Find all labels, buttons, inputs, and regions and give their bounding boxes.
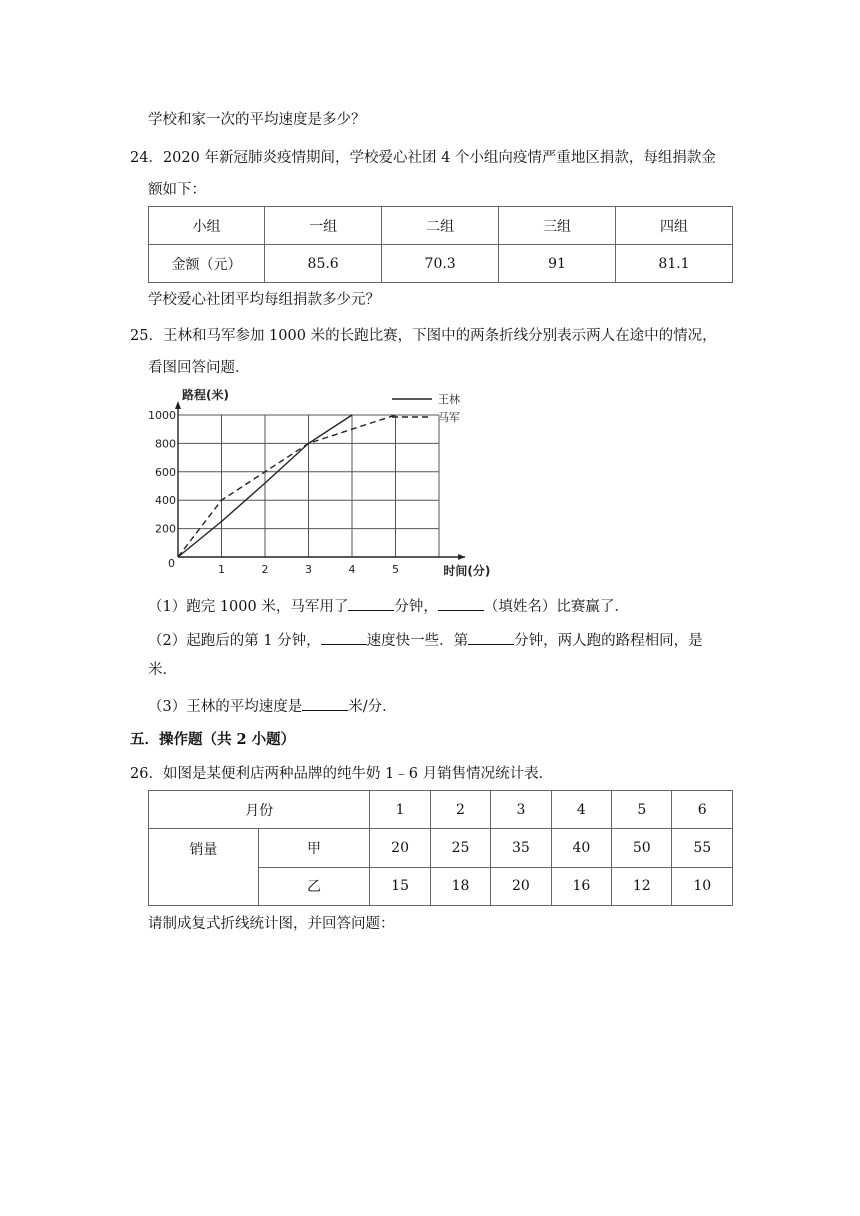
- y-tick-label: 600: [155, 465, 176, 479]
- q25-sub2-a: （2）起跑后的第 1 分钟，: [148, 633, 321, 649]
- q23-tail: 学校和家一次的平均速度是多少？: [148, 112, 366, 128]
- q26-month-4: 4: [551, 791, 611, 829]
- chart-series: [178, 415, 396, 557]
- x-tick-label: 5: [392, 563, 399, 576]
- y-tick-label: 200: [155, 522, 176, 536]
- q25-sub1: [148, 594, 629, 617]
- q25-sub3-b: 米/分．: [348, 699, 397, 715]
- q26-yi-1: 15: [370, 867, 430, 905]
- q24-header-g4: 四组: [615, 207, 732, 245]
- q25-sub1-a: （1）跑完 1000 米，马军用了: [148, 599, 349, 615]
- y-tick-label: 1000: [148, 409, 176, 422]
- series-line-majun: [178, 415, 396, 557]
- y-axis-arrow: [175, 401, 181, 409]
- q26-yi-2: 18: [430, 867, 490, 905]
- q26-month-label: 月份: [149, 791, 370, 829]
- q24-header-g3: 三组: [499, 207, 616, 245]
- q26-table: [148, 790, 733, 906]
- y-tick-label: 400: [155, 494, 176, 508]
- q26-month-1: 1: [370, 791, 430, 829]
- q24-question: 学校爱心社团平均每组捐款多少元？: [148, 292, 380, 308]
- q24-header-group: 小组: [149, 207, 265, 245]
- q25-sub1-b: 分钟，: [394, 599, 438, 615]
- q24-amount-g1: 85.6: [265, 245, 382, 283]
- legend-label-wanglin: 王林: [438, 393, 460, 406]
- q26-jia-4: 40: [551, 829, 611, 867]
- q25-sub3: [148, 694, 397, 717]
- x-tick-label: 3: [305, 563, 312, 576]
- q25-stem-line1: 25．王林和马军参加 1000 米的长跑比赛，下图中的两条折线分别表示两人在途中的情况，: [130, 328, 717, 344]
- q24-amount-g3: 91: [499, 245, 616, 283]
- q26-yi-6: 10: [672, 867, 733, 905]
- q26-jia-5: 50: [612, 829, 672, 867]
- q25-sub1-c: （填姓名）比赛赢了．: [483, 599, 629, 615]
- q26-month-6: 6: [672, 791, 733, 829]
- q24-header-g2: 二组: [382, 207, 499, 245]
- q26-jia-1: 20: [370, 829, 430, 867]
- q26-yi-3: 20: [491, 867, 551, 905]
- q25-sub2-c: 分钟，两人跑的路程相同，是: [514, 633, 703, 649]
- q26-jia-6: 55: [672, 829, 733, 867]
- x-tick-label: 1: [218, 563, 225, 576]
- q25-sub3-a: （3）王林的平均速度是: [148, 699, 303, 715]
- q24-stem-line1: 24．2020 年新冠肺炎疫情期间，学校爱心社团 4 个小组向疫情严重地区捐款，每组捐款金: [130, 150, 716, 166]
- q25-sub2-blank2[interactable]: [468, 628, 514, 645]
- y-tick-label: 800: [155, 437, 176, 451]
- q24-table: [148, 206, 733, 283]
- q24-amount-g4: 81.1: [615, 245, 732, 283]
- q26-jia-2: 25: [430, 829, 490, 867]
- q24-row-label: 金额（元）: [149, 245, 265, 283]
- q26-instruction: 请制成复式折线统计图，并回答问题：: [148, 916, 395, 932]
- q25-sub2-b: 速度快一些．第: [366, 633, 469, 649]
- q24-stem-line2: 额如下：: [148, 182, 206, 198]
- x-axis-label: 时间(分): [443, 564, 491, 578]
- q26-yi-4: 16: [551, 867, 611, 905]
- legend-label-majun: 马军: [438, 411, 460, 424]
- q24-header-g1: 一组: [265, 207, 382, 245]
- q26-sales-label: 销量: [149, 829, 259, 906]
- y-axis-label: 路程(米): [182, 388, 229, 402]
- chart-grid: [178, 415, 439, 557]
- q26-brand-jia: 甲: [258, 829, 370, 867]
- section5-title: 五．操作题（共 2 小题）: [130, 731, 296, 748]
- q25-sub2: [148, 628, 703, 651]
- q25-stem-line2: 看图回答问题．: [148, 360, 250, 376]
- q25-line-chart: [148, 385, 505, 590]
- q25-sub2-blank1[interactable]: [321, 628, 367, 645]
- q25-sub1-blank2[interactable]: [438, 594, 484, 611]
- chart-legend: [392, 392, 460, 424]
- q26-month-2: 2: [430, 791, 490, 829]
- q24-amount-g2: 70.3: [382, 245, 499, 283]
- origin-label: 0: [168, 557, 175, 570]
- q26-yi-5: 12: [612, 867, 672, 905]
- q26-month-3: 3: [491, 791, 551, 829]
- x-tick-label: 2: [261, 563, 269, 576]
- q25-sub2-cont: 米．: [148, 662, 177, 678]
- q26-stem: 26．如图是某便利店两种品牌的纯牛奶 1﹣6 月销售情况统计表．: [130, 766, 554, 782]
- x-tick-label: 4: [348, 563, 356, 576]
- q25-sub3-blank[interactable]: [302, 694, 348, 711]
- chart-axes: [175, 401, 465, 560]
- x-axis-arrow: [458, 554, 465, 560]
- q26-jia-3: 35: [491, 829, 551, 867]
- q26-brand-yi: 乙: [258, 867, 370, 905]
- q25-sub1-blank1[interactable]: [348, 594, 394, 611]
- q26-month-5: 5: [612, 791, 672, 829]
